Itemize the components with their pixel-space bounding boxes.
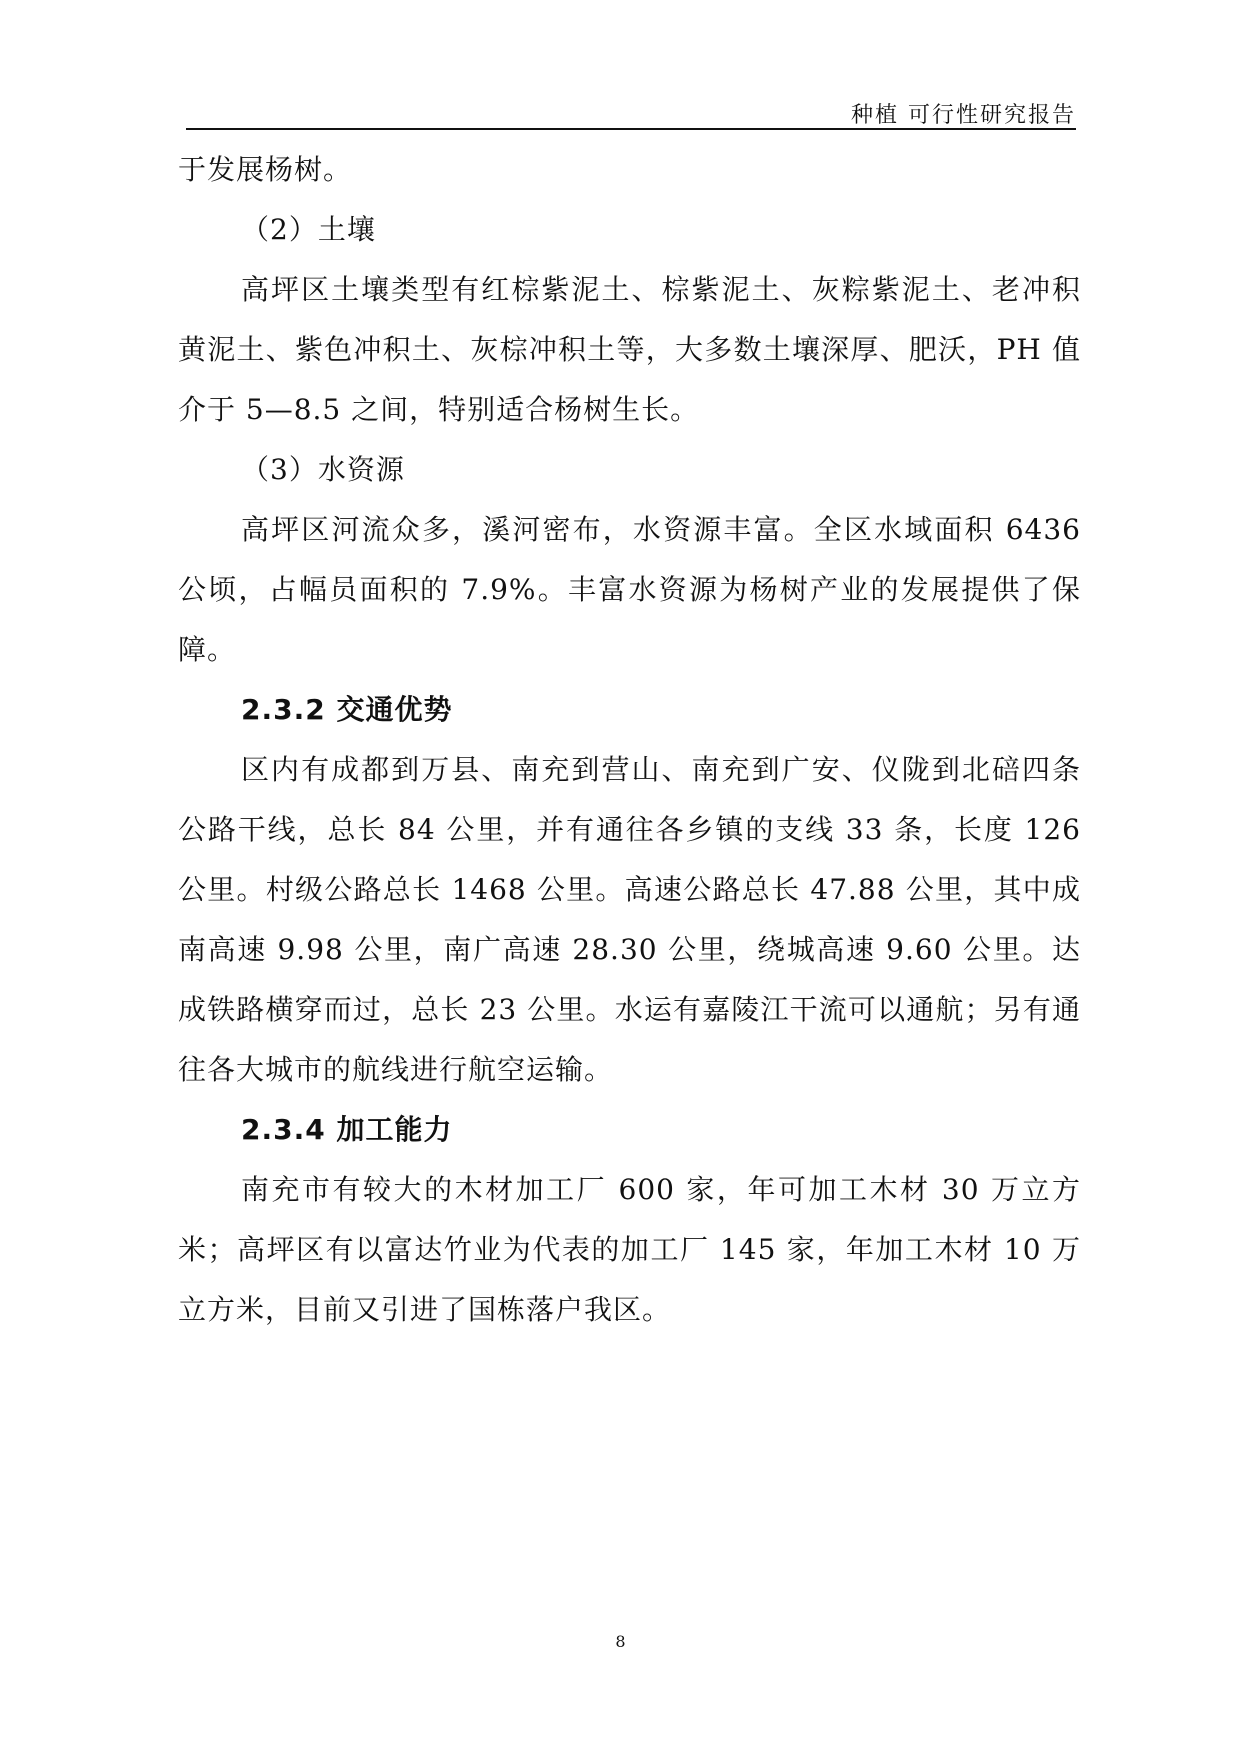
page-body <box>178 140 1081 1340</box>
section-heading-transport: 2.3.2 交通优势 <box>241 693 453 726</box>
paragraph-processing: 南充市有较大的木材加工厂 600 家，年可加工木材 30 万立方米；高坪区有以富达竹业为代表的加工厂 145 家，年加工木材 10 万立方米，目前又引进了国栋落户我区。 <box>178 1173 1081 1326</box>
header-divider <box>186 128 1076 130</box>
page-number: 8 <box>615 1632 626 1651</box>
paragraph-soil: 高坪区土壤类型有红棕紫泥土、棕紫泥土、灰粽紫泥土、老冲积黄泥土、紫色冲积土、灰棕冲积土等，大多数土壤深厚、肥沃，PH 值介于 5—8.5 之间，特别适合杨树生长。 <box>178 273 1081 426</box>
paragraph-continuation: 于发展杨树。 <box>178 153 353 186</box>
running-header-title: 种植 可行性研究报告 <box>851 103 1076 128</box>
section-heading-processing: 2.3.4 加工能力 <box>241 1113 453 1146</box>
paragraph-transport: 区内有成都到万县、南充到营山、南充到广安、仪陇到北碚四条公路干线，总长 84 公里，并有通往各乡镇的支线 33 条，长度 126 公里。村级公路总长 1468 公里。高速公路总长 47.88 公里，其中成南高速 9.98 公里，南广高速 28.30 公里，绕城高速 9.60 公里。达成铁路横穿而过，总长 23 公里。水运有嘉陵江干流可以通航；另有通往各大城市的航线进行航空运输。 <box>178 753 1081 1086</box>
paragraph-water: 高坪区河流众多，溪河密布，水资源丰富。全区水域面积 6436 公顷，占幅员面积的 7.9%。丰富水资源为杨树产业的发展提供了保障。 <box>178 513 1081 666</box>
subsection-title-soil: （2）土壤 <box>241 213 376 246</box>
subsection-title-water: （3）水资源 <box>241 453 405 486</box>
